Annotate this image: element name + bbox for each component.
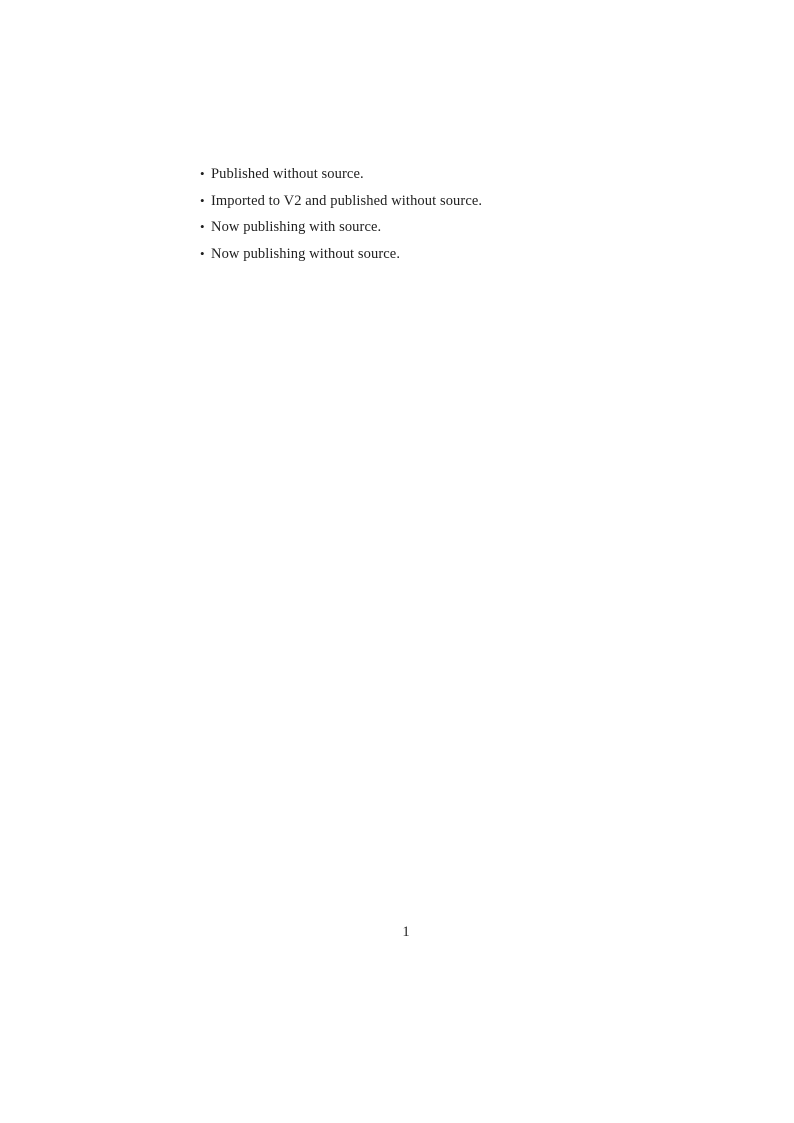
list-item xyxy=(200,219,482,236)
list-item-text: Imported to V2 and published without source. xyxy=(211,192,483,209)
bullet-icon: • xyxy=(200,166,205,181)
list-item xyxy=(200,193,482,210)
list-item xyxy=(200,246,482,263)
bullet-list xyxy=(200,166,482,272)
list-item-text: Now publishing without source. xyxy=(211,245,401,262)
bullet-icon: • xyxy=(200,219,205,234)
bullet-icon: • xyxy=(200,245,205,261)
list-item xyxy=(200,166,482,183)
page-number: 1 xyxy=(402,924,410,940)
bullet-icon: • xyxy=(200,192,205,208)
list-item-text: Now publishing with source. xyxy=(211,219,382,235)
list-item-text: Published without source. xyxy=(211,166,364,182)
